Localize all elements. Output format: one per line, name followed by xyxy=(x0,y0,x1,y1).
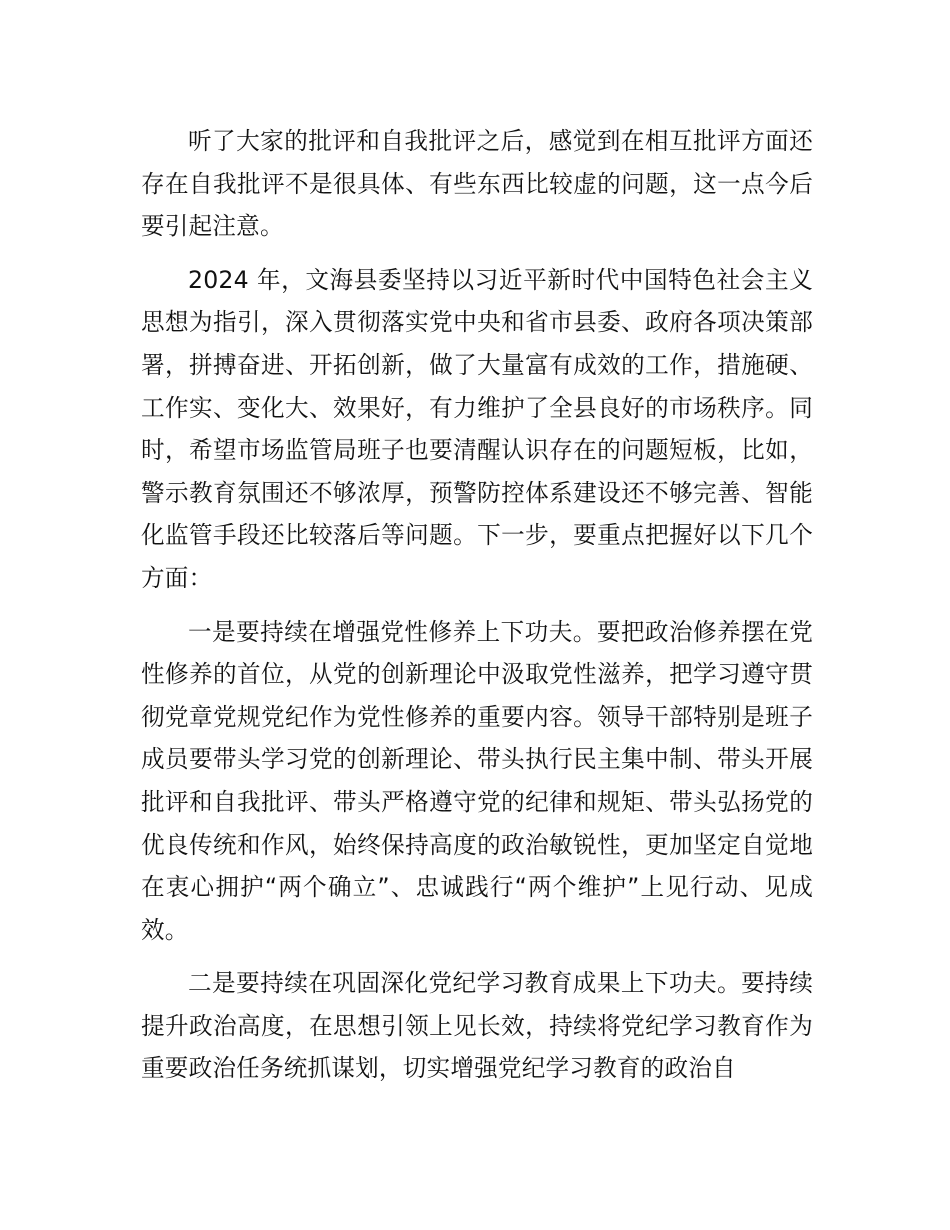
paragraph-2024-review: 2024 年，文海县委坚持以习近平新时代中国特色社会主义思想为指引，深入贯彻落实党中央和省市县委、政府各项决策部署，拼搏奋进、开拓创新，做了大量富有成效的工作，措施硬、工作实、变化大、效果好，有力维护了全县良好的市场秩序。同时，希望市场监管局班子也要清醒认识存在的问题短板，比如，警示教育氛围还不够浓厚，预警防控体系建设还不够完善、智能化监管手段还比较落后等问题。下一步，要重点把握好以下几个方面： xyxy=(141,265,813,592)
document-body xyxy=(141,120,813,1101)
paragraph-criticism-reflection: 听了大家的批评和自我批评之后，感觉到在相互批评方面还存在自我批评不是很具体、有些东西比较虚的问题，这一点今后要引起注意。 xyxy=(141,127,813,241)
paragraph-point-two: 二是要持续在巩固深化党纪学习教育成果上下功夫。要持续提升政治高度，在思想引领上见长效，持续将党纪学习教育作为重要政治任务统抓谋划，切实增强党纪学习教育的政治自 xyxy=(141,969,813,1083)
paragraph-point-one: 一是要持续在增强党性修养上下功夫。要把政治修养摆在党性修养的首位，从党的创新理论中汲取党性滋养，把学习遵守贯彻党章党规党纪作为党性修养的重要内容。领导干部特别是班子成员要带头学习党的创新理论、带头执行民主集中制、带头开展批评和自我批评、带头严格遵守党的纪律和规矩、带头弘扬党的优良传统和作风，始终保持高度的政治敏锐性，更加坚定自觉地在衷心拥护“两个确立”、忠诚践行“两个维护”上见行动、见成效。 xyxy=(141,617,813,944)
